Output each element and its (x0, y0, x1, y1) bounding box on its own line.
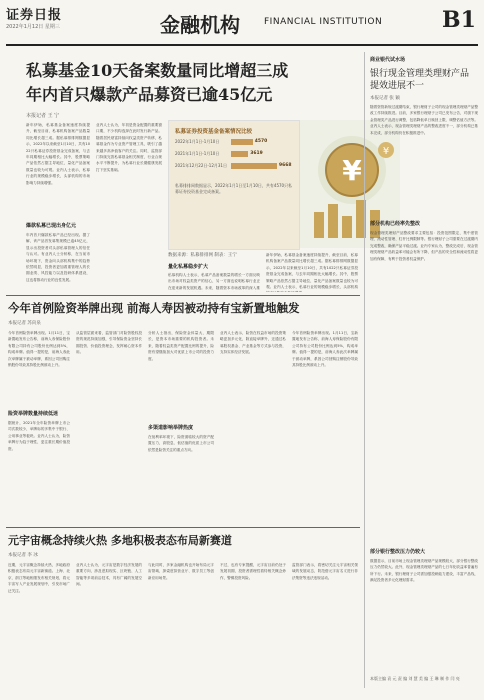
page-footer-credits: 本版主编 袁 元 责 编 刘 慧 美 编 王 琳 制 作 闫 亮 (370, 676, 460, 681)
svg-text:¥: ¥ (382, 146, 390, 157)
chart-bar (231, 139, 253, 145)
lead-body-col2: 业内人士认为，年初是资金配置的重要窗口期，不少机构选择在此时发行新产品。随着居民财富持续向权益类资产转移，私募基金作为专业资产管理工具，吸引了越来越多高净值客户的关注。同时，监管部门持续完善私募基金相关制度，行业合规水平不断提升，为私募行业长期健康发展打下坚实基础。 (96, 123, 162, 172)
lead-body-col1b: 年内首只爆款私募产品已经出现。据了解，该产品首发募集规模已逾45亿元，显示出投资者对头部私募管理人的信任与认可。有业内人士分析称，在当前市场环境下，资金向头部机构集中的趋势依然明显，投资者更加看重管理人的长期业绩、风控能力以及投研体系建设，这也将推动行业的良性发展。 (26, 233, 90, 282)
story2-subhead2: 多渠道影响举牌热度 (148, 425, 194, 431)
masthead-logo: 证券日报 (6, 8, 63, 23)
header-rule (6, 44, 478, 46)
chart-title: 私募证券投资基金备案情况比较 (175, 129, 253, 135)
lead-body-col3: 私募机构人士表示，私募产品备案数量的增长一方面反映出市场对权益类资产的信心，另一方面也说明私募行业正在迎来新的发展机遇。未来，随着资本市场改革的深入推 (168, 273, 260, 290)
story3-col3: 与此同时，多家金融机构也开始布局元宇宙领域，探索虚拟营业厅、数字员工等创新应用场景。 (148, 563, 214, 580)
story3-col4: 不过，也有专家提醒，元宇宙目前仍处于发展初期，投资者需理性看待相关概念炒作，警惕投资风险。 (220, 563, 286, 580)
story3-byline: 本报记者 李 冰 (8, 553, 38, 558)
story2-col5: 今年首例险资举牌出现。1月11日，宝新置地发布公告称，前海人寿保险股份有限公司持有公司股份比例达到5%，构成举牌。值得一提的是，前海人寿此次举牌属于被动举牌，系因公司回购注销股份导致其持股比例被动上升。 (292, 331, 358, 368)
story2-col3b: 在低利率环境下，险资面临较大的资产配置压力，高股息、低估值的优质上市公司依然是险资关注的重点方向。 (148, 435, 214, 452)
story2-col3: 分析人士指出，保险资金体量大、期限长，是资本市场重要的机构投资者。未来，随着权益类资产配置比例的提升，险资有望继续加大对优质上市公司的投资力度。 (148, 331, 214, 361)
sidebar-body2: 现金管理类理财产品整改要求主要包括：投资范围限定、集中度管理、流动性管理、杠杆比例限制等。银行理财子公司需要在过渡期内完成整改，确保产品平稳过渡。业内专家认为，整改完成后，现金管理类理财产品收益率可能会有所下降，但产品的安全性和流动性将更加有保障，有利于投资者权益保护。 (370, 231, 478, 261)
lead-headline-line1: 私募基金10天备案数量同比增超三成 (26, 61, 289, 80)
sidebar-kicker: 商业银代试水场 (370, 57, 406, 63)
chart-panel (168, 120, 300, 250)
section-title: 金融机构 (160, 13, 240, 37)
chart-row (175, 151, 293, 159)
story2-headline: 今年首例险资举牌出现 前海人寿因被动持有宝新置地触发 (8, 301, 300, 315)
lead-body-col1: 新年伊始，私募基金备案速度持续提升，截至目前，私募机构备案产品数量同比增长超三成。据私募排排网数据显示，2022年以来截至1月10日，共有1022只私募证券投资基金完成备案，与去年同期相比大幅增长。其中，股票策略产品依然占据主导地位，量化产品备案数量也较为可观。业内人士表示，私募行业的规模稳步增长，头部机构的市场影响力持续增强。 (26, 123, 90, 185)
story2-col2: 从监管层面来看，监管部门对险资股权投资的规范持续加强，引导保险资金坚持长期投资、价值投资理念，发挥耐心资本作用。 (76, 331, 142, 355)
story3-rule (6, 527, 360, 528)
chart-value-label: 4570 (254, 139, 268, 144)
chart-value-label: 9668 (279, 163, 292, 168)
story2-col1b: 据统计，2021年全年险资举牌上市公司次数较少，举牌标的多集中于银行、公用事业等板块。业内人士认为，险资举牌行为趋于理性，更注重长期价值投资。 (8, 421, 70, 451)
chart-note: 私募排排网数据显示，2022年1月1日至1月10日，共有4570只私募证券投资基金完成备案。 (175, 183, 293, 194)
story3-col2: 业内人士认为，元宇宙是数字经济发展的重要方向，涉及虚拟现实、区块链、人工智能等多项前沿技术，具有广阔的发展空间。 (76, 563, 142, 587)
sidebar-headline-line2: 提效进展不一 (370, 81, 425, 91)
chart-row (175, 163, 293, 171)
sidebar-subhead1: 部分机构已经率先整改 (370, 221, 421, 227)
sidebar-rule (364, 52, 365, 688)
story3-col1: 近期，元宇宙概念持续火热，多地政府积极表态布局元宇宙新赛道。上海、北京、浙江等地相继发布相关规划，将元宇宙写入产业发展规划中，引发市场广泛关注。 (8, 563, 70, 593)
dateline: 2022年1月12日 星期三 (6, 24, 60, 30)
lead-body-col4: 新年伊始，私募基金备案速度持续提升，截至目前，私募机构备案产品数量同比增长超三成。据私募排排网数据显示，2022年以来截至1月10日，共有1022只私募证券投资基金完成备案，与去年同期相比大幅增长。其中，股票策略产品依然占据主导地位，量化产品备案数量也较为可观。业内人士表示，私募行业的规模稳步增长，头部机构 (266, 253, 358, 290)
chart-category-label: 2021年12月22日-12月31日 (175, 163, 227, 168)
section-title-en: FINANCIAL INSTITUTION (264, 17, 383, 27)
sidebar-body3: 数据显示，目前市场上现金管理类理财产品规模较大，部分银行整改压力仍然较大。此外，现金管理类理财产品的七日年化收益率普遍有所下行。未来，银行理财子公司需加强投研能力建设，丰富产品线，满足投资者多元化理财需求。 (370, 559, 478, 583)
story2-subhead1: 险资举牌数量持续低迷 (8, 411, 59, 417)
story2-rule (6, 295, 360, 296)
story2-col1: 今年首例险资举牌出现。1月11日，宝新置地发布公告称，前海人寿保险股份有限公司持有公司股份比例达到5%，构成举牌。值得一提的是，前海人寿此次举牌属于被动举牌，系因公司回购注销股份导致其持股比例被动上升。 (8, 331, 70, 368)
sidebar-byline: 本报记者 张 颖 (370, 96, 400, 101)
lead-byline: 本报记者 王 宁 (26, 113, 60, 119)
lead-subhead2: 量化私募稳步扩大 (168, 264, 209, 270)
sidebar-headline-line1: 银行现金管理类理财产品 (370, 69, 470, 79)
page-number: B1 (442, 7, 476, 33)
story3-col5: 监管部门表示，将密切关注元宇宙相关领域的发展动态，防范借元宇宙名义进行非法集资等违法违规活动。 (292, 563, 358, 580)
story2-byline: 本报记者 苏向泉 (8, 321, 41, 326)
lead-headline-line2: 年内首只爆款产品募资已逾45亿元 (26, 85, 273, 104)
sidebar-body1: 随着资管新规过渡期结束，银行理财子公司的现金管理类理财产品整改工作持续推进。目前，多家银行理财子公司已发布公告，对旗下现金管理类产品进行调整，包括降低单日赎回上限、调整估值方法等。业内人士表示，现金管理类理财产品的整改进度不一，部分机构已基本完成，部分机构仍在积极推进中。 (370, 105, 478, 135)
chart-category-label: 2021年1月1日-1月10日 (175, 151, 220, 156)
chart-row (175, 139, 293, 147)
sidebar-subhead2: 部分银行整改压力仍较大 (370, 549, 426, 555)
chart-caption: 数据来源：私募排排网 制表：王宁 (168, 253, 237, 258)
story3-headline: 元宇宙概念持续火热 多地积极表态布局新赛道 (8, 534, 232, 547)
chart-bar (231, 151, 248, 157)
story2-col4: 业内人士表示，险资在权益市场的投资策略更加多元化，除直接举牌外，还通过私募股权基金、产业基金等方式参与投资，支持实体经济发展。 (220, 331, 286, 355)
chart-bar (231, 163, 277, 169)
page-header (0, 0, 484, 44)
svg-text:¥: ¥ (342, 154, 362, 187)
chart-value-label: 3619 (250, 151, 263, 156)
chart-category-label: 2022年1月1日-1月10日 (175, 139, 220, 144)
lead-subhead1: 爆款私募已现出身亿元 (26, 223, 77, 229)
